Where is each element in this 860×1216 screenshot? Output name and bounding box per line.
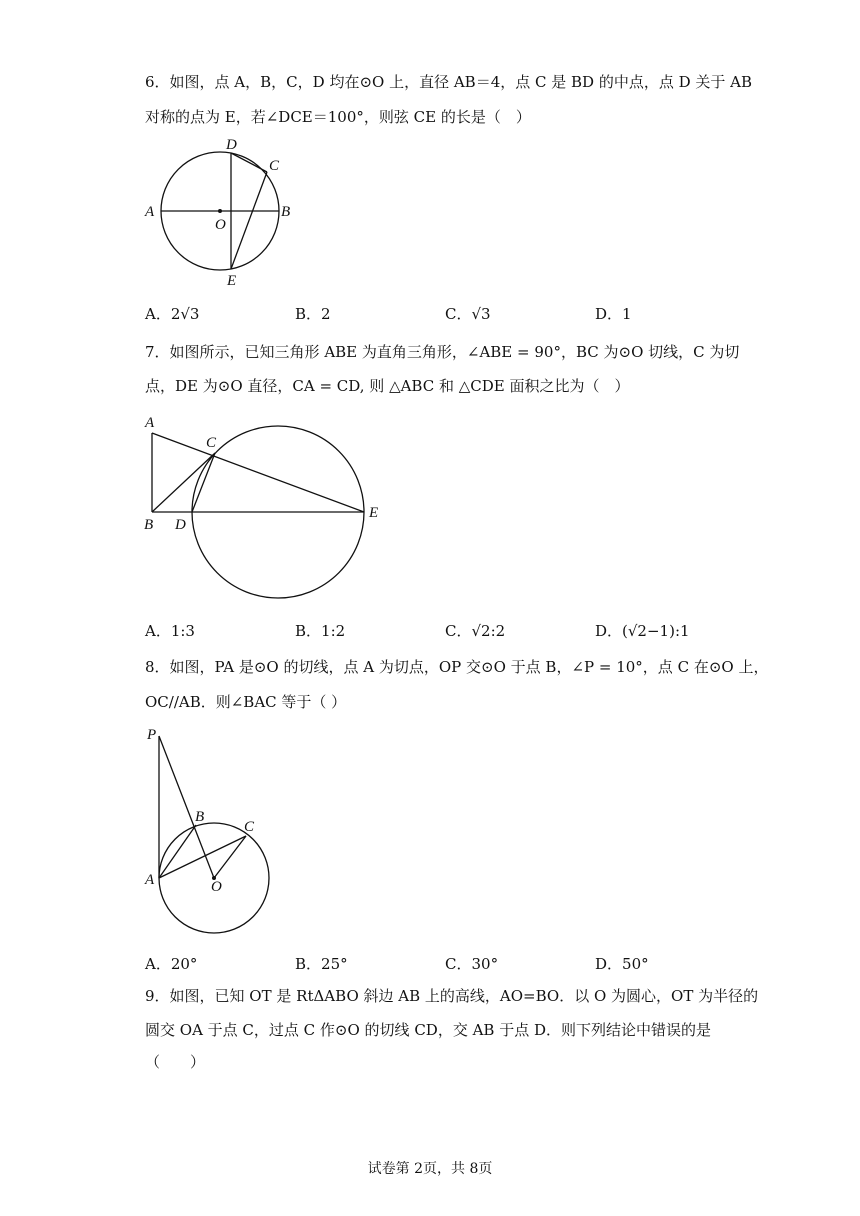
q6-option-c[interactable]: C．√3 xyxy=(445,305,491,323)
q8-label-B: B xyxy=(195,809,205,825)
q8-option-a[interactable]: A．20° xyxy=(145,955,198,973)
q8-figure xyxy=(140,722,290,942)
q6-option-a[interactable]: A．2√3 xyxy=(145,305,200,323)
q8-option-b[interactable]: B．25° xyxy=(295,955,348,973)
q9-stem-line1: 9．如图，已知 OT 是 RtΔABO 斜边 AB 上的高线，AO=BO．以 O 为圆心，OT 为半径的 xyxy=(145,987,759,1005)
q8-label-A: A xyxy=(145,872,155,888)
q6-figure xyxy=(140,132,320,292)
q6-label-O: O xyxy=(215,217,226,233)
q7-label-E: E xyxy=(369,505,379,521)
q6-options xyxy=(145,303,745,325)
q7-option-d[interactable]: D．(√2−1):1 xyxy=(595,622,690,640)
q9-stem-line2: 圆交 OA 于点 C，过点 C 作⊙O 的切线 CD，交 AB 于点 D．则下列结论中错误的是 xyxy=(145,1021,712,1039)
q8-option-d[interactable]: D．50° xyxy=(595,955,649,973)
page-footer: 试卷第 2页，共 8页 xyxy=(367,1161,493,1177)
q8-stem-line2: OC//AB．则∠BAC 等于（ ） xyxy=(145,693,347,711)
q7-stem-line2: 点，DE 为⊙O 直径，CA = CD, 则 △ABC 和 △CDE 面积之比为（ ） xyxy=(145,377,630,395)
q7-label-C: C xyxy=(206,435,217,451)
q7-label-A: A xyxy=(145,415,155,431)
q7-option-b[interactable]: B．1:2 xyxy=(295,622,346,640)
q6-stem-line2: 对称的点为 E，若∠DCE＝100°，则弦 CE 的长是（ ） xyxy=(145,108,531,126)
q9-stem-line3: （ ） xyxy=(145,1053,206,1071)
q6-option-b[interactable]: B．2 xyxy=(295,305,331,323)
q8-option-c[interactable]: C．30° xyxy=(445,955,499,973)
q8-stem-line1: 8．如图，PA 是⊙O 的切线，点 A 为切点，OP 交⊙O 于点 B，∠P = 10°，点 C 在⊙O 上， xyxy=(145,658,769,676)
q8-options xyxy=(145,953,745,975)
q6-label-C: C xyxy=(269,158,280,174)
q7-label-B: B xyxy=(144,517,154,533)
q7-option-c[interactable]: C．√2:2 xyxy=(445,622,506,640)
q8-label-O: O xyxy=(211,879,222,895)
q8-label-P: P xyxy=(147,727,157,743)
q8-label-C: C xyxy=(244,819,255,835)
q6-stem-line1: 6．如图，点 A，B，C，D 均在⊙O 上，直径 AB＝4，点 C 是 BD 的中点，点 D 关于 AB xyxy=(145,73,753,91)
q7-label-D: D xyxy=(175,517,186,533)
q7-stem-line1: 7．如图所示，已知三角形 ABE 为直角三角形，∠ABE = 90°，BC 为⊙O 切线，C 为切 xyxy=(145,343,740,361)
q6-option-d[interactable]: D．1 xyxy=(595,305,632,323)
q6-label-E: E xyxy=(227,273,237,289)
q7-option-a[interactable]: A．1:3 xyxy=(145,622,195,640)
q6-label-A: A xyxy=(145,204,155,220)
q6-label-D: D xyxy=(226,137,237,153)
q6-label-B: B xyxy=(281,204,291,220)
q7-options xyxy=(145,620,745,642)
q7-figure xyxy=(140,405,390,605)
